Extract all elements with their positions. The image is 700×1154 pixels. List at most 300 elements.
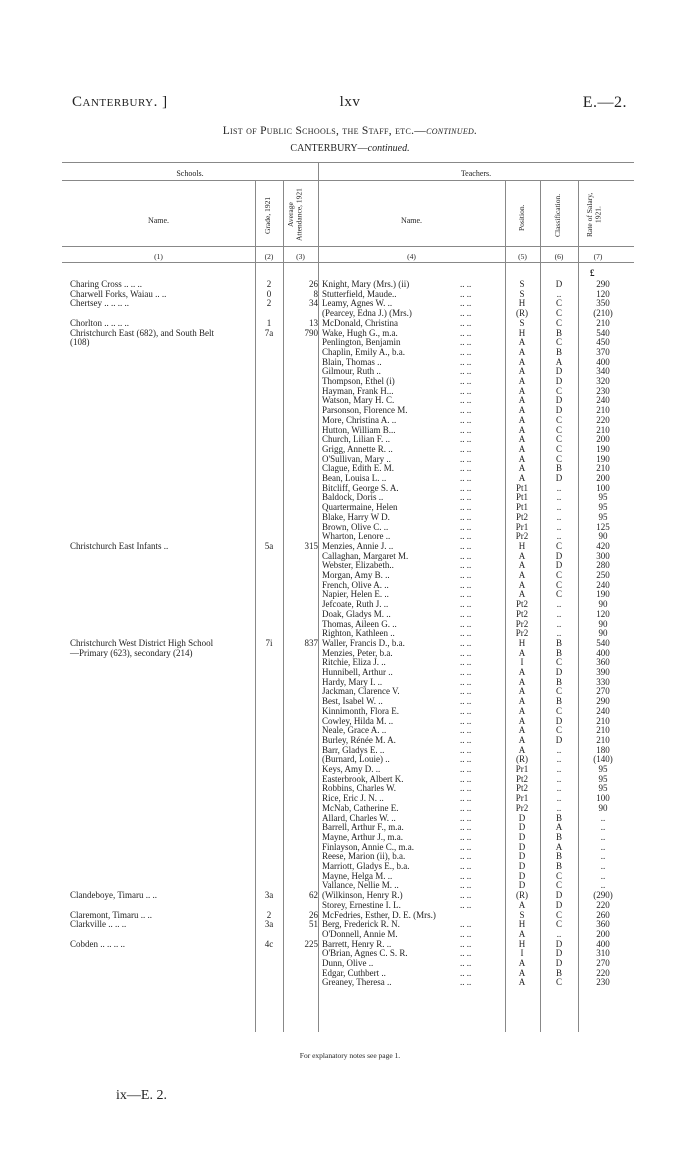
position-cell: H — [518, 938, 526, 949]
classification-cell: D — [555, 899, 563, 910]
salary-cell: 210 — [596, 424, 610, 435]
position-cell: Pr2 — [515, 618, 529, 629]
grade-cell: 7i — [265, 637, 273, 648]
attendance-cell: 315 — [304, 540, 318, 551]
position-cell: A — [518, 899, 526, 910]
classification-cell: C — [555, 977, 562, 988]
classification-cell: .. — [556, 783, 562, 794]
classification-cell: A — [555, 822, 563, 833]
leader-dots: .. .. — [460, 540, 472, 551]
col-num-4: (4) — [407, 252, 416, 261]
teacher-name: Wharton, Lenore .. — [322, 531, 391, 542]
salary-cell: .. — [600, 861, 606, 871]
salary-cell: 400 — [596, 647, 610, 658]
position-cell: D — [518, 861, 526, 871]
leader-dots: .. .. — [460, 812, 472, 823]
classification-cell: B — [555, 861, 562, 871]
salary-cell: (210) — [593, 308, 613, 319]
teacher-name: Hutton, William B... — [322, 424, 396, 435]
school-name: Charwell Forks, Waiau .. .. — [70, 288, 167, 299]
teacher-name: Neale, Grace A. .. — [322, 725, 387, 736]
teacher-name: Finlayson, Annie C., m.a. — [322, 841, 414, 852]
salary-cell: .. — [600, 812, 606, 823]
teacher-name: Parsonson, Florence M. — [322, 405, 408, 416]
classification-cell: B — [555, 647, 562, 658]
position-cell: H — [518, 298, 526, 309]
classification-cell: .. — [556, 599, 562, 610]
classification-cell: C — [555, 453, 562, 464]
salary-cell: 260 — [596, 909, 610, 920]
position-cell: A — [518, 463, 526, 474]
school-name: Chorlton .. .. .. .. — [70, 317, 130, 328]
leader-dots: .. .. — [460, 628, 472, 639]
teacher-name: Jefcoate, Ruth J. .. — [322, 599, 389, 610]
classification-cell: .. — [556, 482, 562, 493]
classification-cell: C — [555, 570, 562, 580]
leader-dots: .. .. — [460, 851, 472, 862]
salary-cell: 100 — [596, 793, 610, 804]
leader-dots: .. .. — [460, 502, 472, 513]
teacher-name: Mayne, Helga M. .. — [322, 870, 393, 881]
leader-dots: .. .. — [460, 773, 472, 784]
teacher-name: Ritchie, Eliza J. .. — [322, 657, 386, 668]
salary-cell: 210 — [596, 463, 610, 474]
salary-cell: .. — [600, 822, 606, 833]
salary-cell: 340 — [596, 366, 610, 377]
salary-cell: 240 — [596, 395, 610, 406]
position-cell: D — [518, 851, 526, 862]
leader-dots: .. .. — [460, 870, 472, 881]
salary-cell: .. — [600, 841, 606, 852]
salary-cell: 290 — [596, 696, 610, 707]
leader-dots: .. .. — [460, 928, 472, 939]
position-cell: Pr1 — [515, 764, 529, 774]
salary-cell: 210 — [596, 405, 610, 416]
salary-cell: 120 — [596, 608, 610, 619]
teacher-name: Jackman, Clarence V. — [322, 686, 400, 697]
position-cell: Pt2 — [515, 783, 528, 794]
salary-cell: 200 — [596, 473, 610, 483]
position-cell: H — [518, 919, 526, 930]
classification-cell: B — [555, 637, 562, 648]
teacher-name: Blake, Harry W D. — [322, 511, 390, 522]
teacher-name: Clague, Edith E. M. — [322, 463, 394, 474]
classification-cell: B — [555, 967, 562, 978]
teacher-name: Chaplin, Emily A., b.a. — [322, 346, 405, 357]
salary-cell: 120 — [596, 288, 610, 299]
leader-dots: .. .. — [460, 822, 472, 833]
teacher-name: (Pearcey, Edna J.) (Mrs.) — [322, 308, 412, 319]
leader-dots: .. .. — [460, 579, 472, 590]
attendance-cell: 225 — [304, 938, 318, 949]
salary-cell: 90 — [598, 531, 608, 542]
position-cell: Pr2 — [515, 628, 529, 639]
salary-cell: 210 — [596, 715, 610, 726]
position-cell: A — [518, 667, 526, 677]
position-cell: Pr2 — [515, 531, 529, 542]
classification-cell: D — [555, 395, 563, 406]
classification-cell: B — [555, 851, 562, 862]
position-cell: A — [518, 696, 526, 707]
teacher-name: Greaney, Theresa .. — [322, 977, 392, 988]
salary-cell: 420 — [596, 540, 610, 551]
classification-heading: Classification. — [553, 193, 562, 237]
position-cell: A — [518, 473, 526, 483]
teacher-name: Best, Isabel W. .. — [322, 696, 383, 707]
position-cell: (R) — [516, 754, 528, 765]
classification-cell: C — [555, 725, 562, 736]
teacher-name: Edgar, Cuthbert .. — [322, 967, 386, 978]
salary-cell: 90 — [598, 599, 608, 610]
classification-cell: D — [555, 279, 563, 289]
position-cell: Pt1 — [515, 502, 528, 513]
salary-cell: 370 — [596, 346, 610, 357]
salary-cell: 310 — [596, 948, 610, 959]
grade-cell: 2 — [266, 279, 272, 289]
salary-cell: (140) — [593, 754, 613, 765]
classification-cell: D — [555, 550, 563, 561]
teacher-name: Quartermaine, Helen — [322, 502, 398, 513]
position-cell: A — [518, 337, 526, 348]
position-cell: A — [518, 434, 526, 445]
leader-dots: .. .. — [460, 637, 472, 648]
position-cell: S — [519, 288, 525, 299]
classification-cell: .. — [556, 628, 562, 639]
salary-cell: 95 — [598, 783, 608, 794]
salary-cell: .. — [600, 831, 606, 842]
leader-dots: .. .. — [460, 647, 472, 658]
teacher-name: McDonald, Christina — [322, 317, 398, 328]
position-cell: A — [518, 366, 526, 377]
teacher-name: Reese, Marion (ii), b.a. — [322, 851, 406, 862]
leader-dots: .. .. — [460, 414, 472, 425]
leader-dots: .. .. — [460, 327, 472, 338]
position-cell: A — [518, 725, 526, 736]
position-cell: H — [518, 327, 526, 338]
classification-cell: .. — [556, 502, 562, 513]
leader-dots: .. .. — [460, 841, 472, 852]
leader-dots: .. .. — [460, 764, 472, 774]
teacher-name: Marriott, Gladys E., b.a. — [322, 861, 410, 871]
position-cell: A — [518, 550, 526, 561]
teacher-name: O'Sullivan, Mary .. — [322, 453, 391, 464]
leader-dots: .. .. — [460, 938, 472, 949]
section-header-rule — [62, 180, 634, 181]
teacher-name: Thomas, Aileen G. .. — [322, 618, 397, 629]
classification-cell: B — [555, 696, 562, 707]
position-cell: (R) — [516, 308, 528, 319]
position-cell: A — [518, 443, 526, 454]
classification-cell: .. — [556, 764, 562, 774]
teacher-name: Menzies, Annie J. .. — [322, 540, 394, 551]
leader-dots: .. .. — [460, 463, 472, 474]
leader-dots: .. .. — [460, 405, 472, 416]
teacher-name: McNab, Catherine E. — [322, 802, 399, 813]
classification-cell: D — [555, 366, 563, 377]
teacher-name: Bean, Louisa L. .. — [322, 473, 387, 483]
classification-cell: D — [555, 938, 563, 949]
classification-cell: C — [555, 317, 562, 328]
salary-cell: 95 — [598, 764, 608, 774]
leader-dots: .. .. — [460, 337, 472, 348]
classification-cell: B — [555, 327, 562, 338]
attendance-cell: 26 — [309, 909, 318, 920]
teacher-name: (Wilkinson, Henry R.) — [322, 890, 403, 901]
position-cell: (R) — [516, 890, 528, 901]
classification-cell: C — [555, 298, 562, 309]
position-cell: Pr1 — [515, 793, 529, 804]
teacher-name: French, Olive A. .. — [322, 579, 389, 590]
teacher-name: (Burnard, Louie) .. — [322, 754, 390, 765]
salary-cell: 95 — [598, 502, 608, 513]
leader-dots: .. .. — [460, 376, 472, 386]
classification-cell: A — [555, 841, 563, 852]
teachers-heading: Teachers. — [460, 169, 492, 178]
teacher-name: Brown, Olive C. .. — [322, 521, 389, 532]
attendance-cell: 13 — [309, 317, 318, 328]
classification-cell: B — [555, 831, 562, 842]
attendance-cell: 837 — [304, 637, 318, 648]
salary-cell: 350 — [596, 298, 610, 309]
salary-cell: 125 — [596, 521, 610, 532]
leader-dots: .. .. — [460, 608, 472, 619]
teacher-name: Menzies, Peter, b.a. — [322, 647, 393, 658]
classification-cell: C — [555, 579, 562, 590]
school-name: Christchurch East Infants .. — [70, 540, 169, 551]
salary-cell: 190 — [596, 443, 610, 454]
salary-cell: 290 — [596, 279, 610, 289]
teacher-name: Callaghan, Margaret M. — [322, 550, 409, 561]
classification-cell: D — [555, 715, 563, 726]
teacher-name: Mayne, Arthur J., m.a. — [322, 831, 403, 842]
position-cell: A — [518, 589, 526, 600]
classification-cell: D — [555, 667, 563, 677]
teacher-name: Napier, Helen E. .. — [322, 589, 389, 600]
classification-cell: C — [555, 540, 562, 551]
position-cell: D — [518, 870, 526, 881]
salary-cell: 360 — [596, 919, 610, 930]
salary-cell: 220 — [596, 414, 610, 425]
teacher-name: Hayman, Frank H... — [322, 385, 394, 396]
document-reference: E.—2. — [582, 94, 627, 111]
col-num-6: (6) — [554, 252, 564, 261]
school-name: Clandeboye, Timaru .. .. — [70, 890, 157, 901]
school-name: Cobden .. .. .. .. — [70, 938, 125, 949]
leader-dots: .. .. — [460, 356, 472, 367]
school-name: —Primary (623), secondary (214) — [70, 647, 193, 658]
classification-cell: C — [555, 880, 562, 891]
leader-dots: .. .. — [460, 783, 472, 794]
pound-sign: £ — [590, 268, 595, 278]
salary-cell: 320 — [596, 376, 610, 386]
grade-cell: 2 — [266, 909, 272, 920]
running-head-left: Canterbury. ] — [72, 94, 168, 110]
position-cell: Pr2 — [515, 802, 529, 813]
position-cell: S — [519, 279, 525, 289]
attendance-heading: Average Attendance, 1921 — [286, 188, 304, 242]
salary-cell: 270 — [596, 686, 610, 697]
salary-cell: 330 — [596, 676, 610, 687]
position-cell: A — [518, 928, 526, 939]
attendance-cell: 34 — [309, 298, 318, 309]
position-cell: A — [518, 734, 526, 745]
teacher-name: Righton, Kathleen .. — [322, 628, 395, 639]
teacher-name: Thompson, Ethel (i) — [322, 376, 395, 386]
classification-cell: .. — [556, 754, 562, 765]
salary-cell: 400 — [596, 938, 610, 949]
classification-cell: B — [555, 676, 562, 687]
position-cell: D — [518, 841, 526, 852]
position-cell: A — [518, 715, 526, 726]
classification-cell: .. — [556, 492, 562, 503]
school-name: Charing Cross .. .. .. — [70, 279, 142, 289]
position-cell: A — [518, 647, 526, 658]
leader-dots: .. .. — [460, 705, 472, 716]
classification-cell: C — [555, 686, 562, 697]
page-number: lxv — [339, 94, 361, 110]
salary-cell: 230 — [596, 977, 610, 988]
teacher-name: O'Donnell, Annie M. — [322, 928, 398, 939]
school-name-heading: Name. — [147, 216, 170, 225]
leader-dots: .. .. — [460, 744, 472, 755]
classification-cell: C — [555, 705, 562, 716]
classification-cell: .. — [556, 793, 562, 804]
salary-cell: .. — [600, 880, 606, 891]
teacher-name: Blain, Thomas .. — [322, 356, 382, 367]
position-cell: A — [518, 453, 526, 464]
teacher-name: McFedries, Esther, D. E. (Mrs.) — [322, 909, 436, 920]
teacher-name: Robbins, Charles W. — [322, 783, 397, 794]
salary-cell: 220 — [596, 967, 610, 978]
leader-dots: .. .. — [460, 443, 472, 454]
classification-cell: D — [555, 405, 563, 416]
leader-dots: .. .. — [460, 570, 472, 580]
position-cell: D — [518, 812, 526, 823]
position-cell: A — [518, 560, 526, 571]
position-cell: I — [520, 948, 524, 959]
salary-cell: 190 — [596, 589, 610, 600]
leader-dots: .. .. — [460, 734, 472, 745]
teacher-name: Allard, Charles W. .. — [322, 812, 396, 823]
salary-cell: 250 — [596, 570, 610, 580]
position-cell: S — [519, 909, 525, 920]
teacher-name: Knight, Mary (Mrs.) (ii) — [322, 279, 410, 289]
footnote: For explanatory notes see page 1. — [299, 1051, 401, 1060]
classification-cell: .. — [556, 618, 562, 629]
teacher-name-heading: Name. — [400, 216, 423, 225]
teacher-name: Barrett, Henry R. .. — [322, 938, 392, 949]
teacher-name: Barr, Gladys E. .. — [322, 744, 385, 755]
attendance-cell: 62 — [309, 890, 318, 901]
classification-cell: D — [555, 560, 563, 571]
leader-dots: .. .. — [460, 802, 472, 813]
teacher-name: Watson, Mary H. C. — [322, 395, 395, 406]
teacher-name: Cowley, Hilda M. .. — [322, 715, 394, 726]
classification-cell: B — [555, 346, 562, 357]
grade-heading: Grade, 1921 — [263, 196, 272, 234]
position-cell: A — [518, 705, 526, 716]
leader-dots: .. .. — [460, 424, 472, 435]
teacher-name: Kinnimonth, Flora E. — [322, 705, 399, 716]
leader-dots: .. .. — [460, 288, 472, 299]
position-cell: Pt2 — [515, 608, 528, 619]
attendance-cell: 790 — [304, 327, 318, 338]
salary-cell: 90 — [598, 802, 608, 813]
teacher-name: Gilmour, Ruth .. — [322, 366, 381, 377]
grade-cell: 7a — [264, 327, 274, 338]
salary-cell: 540 — [596, 637, 610, 648]
teacher-name: Waller, Francis D., b.a. — [322, 637, 405, 648]
leader-dots: .. .. — [460, 880, 472, 891]
teacher-name: Burley, Rénée M. A. — [322, 734, 396, 745]
leader-dots: .. .. — [460, 366, 472, 377]
leader-dots: .. .. — [460, 473, 472, 483]
signature-mark: ix—E. 2. — [116, 1088, 167, 1103]
leader-dots: .. .. — [460, 589, 472, 600]
teacher-name: Storey, Ernestine I. L. — [322, 899, 401, 910]
position-cell: Pt2 — [515, 773, 528, 784]
position-cell: A — [518, 744, 526, 755]
salary-cell: 270 — [596, 958, 610, 968]
col-num-5: (5) — [518, 252, 527, 261]
teacher-name: Penlington, Benjamin — [322, 337, 401, 348]
position-cell: D — [518, 831, 526, 842]
table-row — [0, 978, 700, 988]
teacher-name: O'Brian, Agnes C. S. R. — [322, 948, 408, 959]
classification-cell: D — [555, 958, 563, 968]
position-cell: A — [518, 676, 526, 687]
teacher-name: Bitcliff, George S. A. — [322, 482, 399, 493]
classification-cell: D — [555, 948, 563, 959]
leader-dots: .. .. — [460, 618, 472, 629]
grade-cell: 0 — [266, 288, 272, 299]
classification-cell: .. — [556, 928, 562, 939]
attendance-cell: 51 — [309, 919, 318, 930]
leader-dots: .. .. — [460, 298, 472, 309]
teacher-name: More, Christina A. .. — [322, 414, 397, 425]
position-cell: H — [518, 540, 526, 551]
classification-cell: C — [555, 424, 562, 435]
teacher-name: Grigg, Annette R. .. — [322, 443, 393, 454]
classification-cell: B — [555, 812, 562, 823]
classification-cell: D — [555, 473, 563, 483]
school-name: Chertsey .. .. .. .. — [70, 298, 129, 309]
classification-cell: A — [555, 356, 563, 367]
position-cell: H — [518, 637, 526, 648]
position-cell: A — [518, 346, 526, 357]
position-cell: A — [518, 686, 526, 697]
classification-cell: .. — [556, 802, 562, 813]
leader-dots: .. .. — [460, 676, 472, 687]
salary-cell: 210 — [596, 725, 610, 736]
position-cell: Pr1 — [515, 521, 529, 532]
leader-dots: .. .. — [460, 385, 472, 396]
leader-dots: .. .. — [460, 482, 472, 493]
teacher-name: Keys, Amy D. .. — [322, 764, 381, 774]
leader-dots: .. .. — [460, 967, 472, 978]
leader-dots: .. .. — [460, 657, 472, 668]
classification-cell: C — [555, 909, 562, 920]
teacher-name: Baldock, Doris .. — [322, 492, 384, 503]
classification-cell: C — [555, 414, 562, 425]
position-cell: Pt2 — [515, 511, 528, 522]
position-cell: A — [518, 356, 526, 367]
leader-dots: .. .. — [460, 861, 472, 871]
col-num-2: (2) — [264, 252, 274, 261]
classification-cell: .. — [556, 511, 562, 522]
leader-dots: .. .. — [460, 560, 472, 571]
leader-dots: .. .. — [460, 919, 472, 930]
